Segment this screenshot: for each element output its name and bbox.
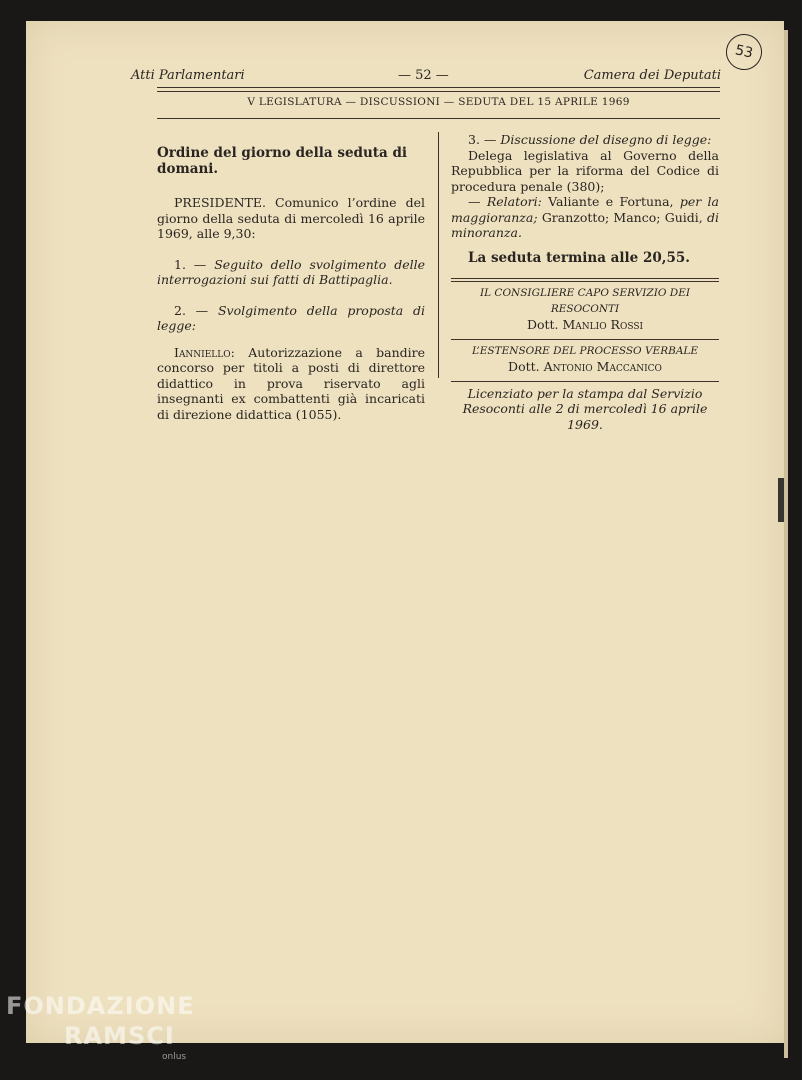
item-text: Discussione del disegno di legge: — [500, 132, 712, 147]
agenda-item-1 — [157, 257, 425, 288]
watermark-line2: RAMSCI — [64, 1022, 175, 1050]
closing-statement: La seduta termina alle 20,55. — [468, 249, 690, 266]
consigliere-signature — [451, 317, 719, 333]
minority-label: di minoranza. — [451, 209, 719, 240]
right-column — [451, 132, 719, 432]
president-name: PRESIDENTE. — [174, 195, 266, 210]
president-paragraph — [157, 195, 425, 242]
fondazione-gramsci-watermark — [6, 992, 195, 1062]
header-right: Camera dei Deputati — [583, 68, 721, 83]
binding-clip — [778, 478, 784, 522]
relatori-label: Relatori: — [486, 194, 542, 209]
watermark-line1: FONDAZIONE — [6, 992, 195, 1020]
relatori-names: Valiante e Fortuna, — [541, 194, 680, 209]
dash: — — [468, 194, 487, 209]
ianniello-proposal — [157, 345, 425, 423]
column-divider — [438, 132, 439, 378]
item-text: Seguito dello svolgimento delle interrogazioni sui fatti di Battipaglia. — [157, 256, 425, 287]
subheader-rule — [157, 118, 720, 119]
estensore-title: L’ESTENSORE DEL PROCESSO VERBALE — [471, 344, 699, 357]
licenziato-note: Licenziato per la stampa dal Servizio Resoconti alle 2 di mercoledì 16 aprile 1969. — [462, 385, 708, 432]
title-prefix: Dott. — [526, 317, 563, 332]
signature-rule — [451, 381, 719, 382]
relatori-paragraph — [451, 194, 719, 241]
proponent-name: Ianniello: — [174, 344, 235, 360]
agenda-title: Ordine del giorno della seduta di domani. — [157, 145, 408, 177]
consigliere-title: IL CONSIGLIERE CAPO SERVIZIO DEI RESOCONTI — [479, 287, 691, 315]
agenda-item-2 — [157, 303, 425, 334]
item-number: 1. — — [174, 256, 207, 272]
proposal-text: Autorizzazione a bandire concorso per titoli a posti di direttore didattico in prova riservato agli insegnanti ex combattenti già incaricati di direzione didattica (1055). — [157, 344, 425, 422]
item-number: 2. — — [174, 302, 209, 318]
header-left: Atti Parlamentari — [131, 68, 245, 83]
item-text: Svolgimento della proposta di legge: — [157, 302, 425, 333]
estensore-name: Antonio Maccanico — [543, 359, 662, 374]
delega-text: Delega legislativa al Governo della Repubblica per la riforma del Codice di procedura penale (380); — [451, 147, 719, 194]
left-column — [157, 146, 425, 422]
page-number-stamp: 53 — [723, 31, 766, 74]
signature-rule — [451, 339, 719, 340]
consigliere-name: Manlio Rossi — [562, 317, 644, 332]
closing-double-rule — [451, 278, 719, 282]
session-subheader: V LEGISLATURA — DISCUSSIONI — SEDUTA DEL 15 APRILE 1969 — [247, 96, 630, 108]
minority-names: Granzotto; Manco; Guidi, — [537, 209, 707, 225]
president-text: Comunico l’ordine del giorno della seduta di mercoledì 16 aprile 1969, alle 9,30: — [157, 195, 425, 241]
majority-label: per la maggioranza; — [451, 194, 719, 225]
header-double-rule — [157, 87, 720, 92]
page-number: — 52 — — [398, 68, 449, 83]
agenda-item-3 — [451, 132, 719, 148]
title-prefix: Dott. — [508, 359, 544, 374]
watermark-line3: onlus — [162, 1052, 187, 1062]
estensore-signature — [451, 359, 719, 375]
page-edge — [784, 30, 788, 1058]
item-number: 3. — — [468, 132, 497, 147]
